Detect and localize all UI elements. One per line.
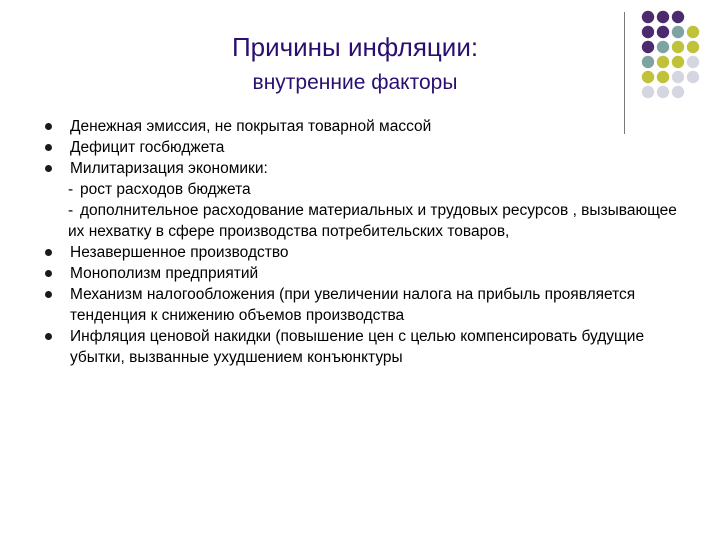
sub-item-text: дополнительное расходование материальных и трудовых ресурсов , вызывающее их нехватку в сфере производства потребительских товаров, [68, 202, 677, 240]
decor-dot [687, 71, 699, 83]
decor-dot [672, 41, 684, 53]
bullet-list [40, 116, 680, 368]
decor-dot [687, 41, 699, 53]
sub-item-text: рост расходов бюджета [80, 181, 251, 198]
list-item [40, 137, 680, 158]
bullet-icon [45, 123, 52, 130]
bullet-icon [45, 249, 52, 256]
decor-dot [687, 26, 699, 38]
decor-dot [642, 86, 654, 98]
decor-dot [657, 71, 669, 83]
slide-title: Причины инфляции: [231, 32, 479, 62]
list-item-text: Инфляция ценовой накидки (повышение цен с целью компенсировать будущие убытки, вызванные ухудшением конъюнктуры [70, 328, 645, 366]
decor-dot [657, 86, 669, 98]
decor-dot [672, 56, 684, 68]
decor-dot [657, 41, 669, 53]
decor-dot [672, 11, 684, 23]
dash-marker: - [68, 202, 74, 219]
list-item [40, 326, 680, 368]
decor-dot [672, 86, 684, 98]
decor-dot [657, 56, 669, 68]
bullet-icon [45, 165, 52, 172]
decor-dot [657, 26, 669, 38]
sub-item [40, 179, 680, 200]
list-item [40, 284, 680, 326]
sub-item [40, 200, 680, 242]
list-item-text: Механизм налогообложения (при увеличении налога на прибыль проявляется тенденция к снижению объемов производства [70, 286, 636, 324]
decor-dot [657, 11, 669, 23]
decor-dot [642, 26, 654, 38]
list-item-text: Милитаризация экономики: [70, 160, 268, 177]
decor-dot [642, 11, 654, 23]
slide-subtitle: внутренние факторы [252, 71, 458, 94]
list-item-text: Денежная эмиссия, не покрытая товарной массой [70, 118, 432, 135]
list-item [40, 242, 680, 263]
list-item-text: Дефицит госбюджета [70, 139, 225, 156]
list-item [40, 158, 680, 179]
bullet-icon [45, 270, 52, 277]
dash-marker: - [68, 181, 74, 198]
list-item-text: Монополизм предприятий [70, 265, 259, 282]
list-item [40, 116, 680, 137]
list-item-text: Незавершенное производство [70, 244, 289, 261]
bullet-icon [45, 144, 52, 151]
decor-dot [687, 56, 699, 68]
bullet-icon [45, 291, 52, 298]
list-item [40, 263, 680, 284]
bullet-icon [45, 333, 52, 340]
decor-dot [672, 71, 684, 83]
decor-dot [672, 26, 684, 38]
decor-dot [642, 56, 654, 68]
decor-dot [642, 41, 654, 53]
title-block [120, 30, 590, 98]
decor-dot [642, 71, 654, 83]
